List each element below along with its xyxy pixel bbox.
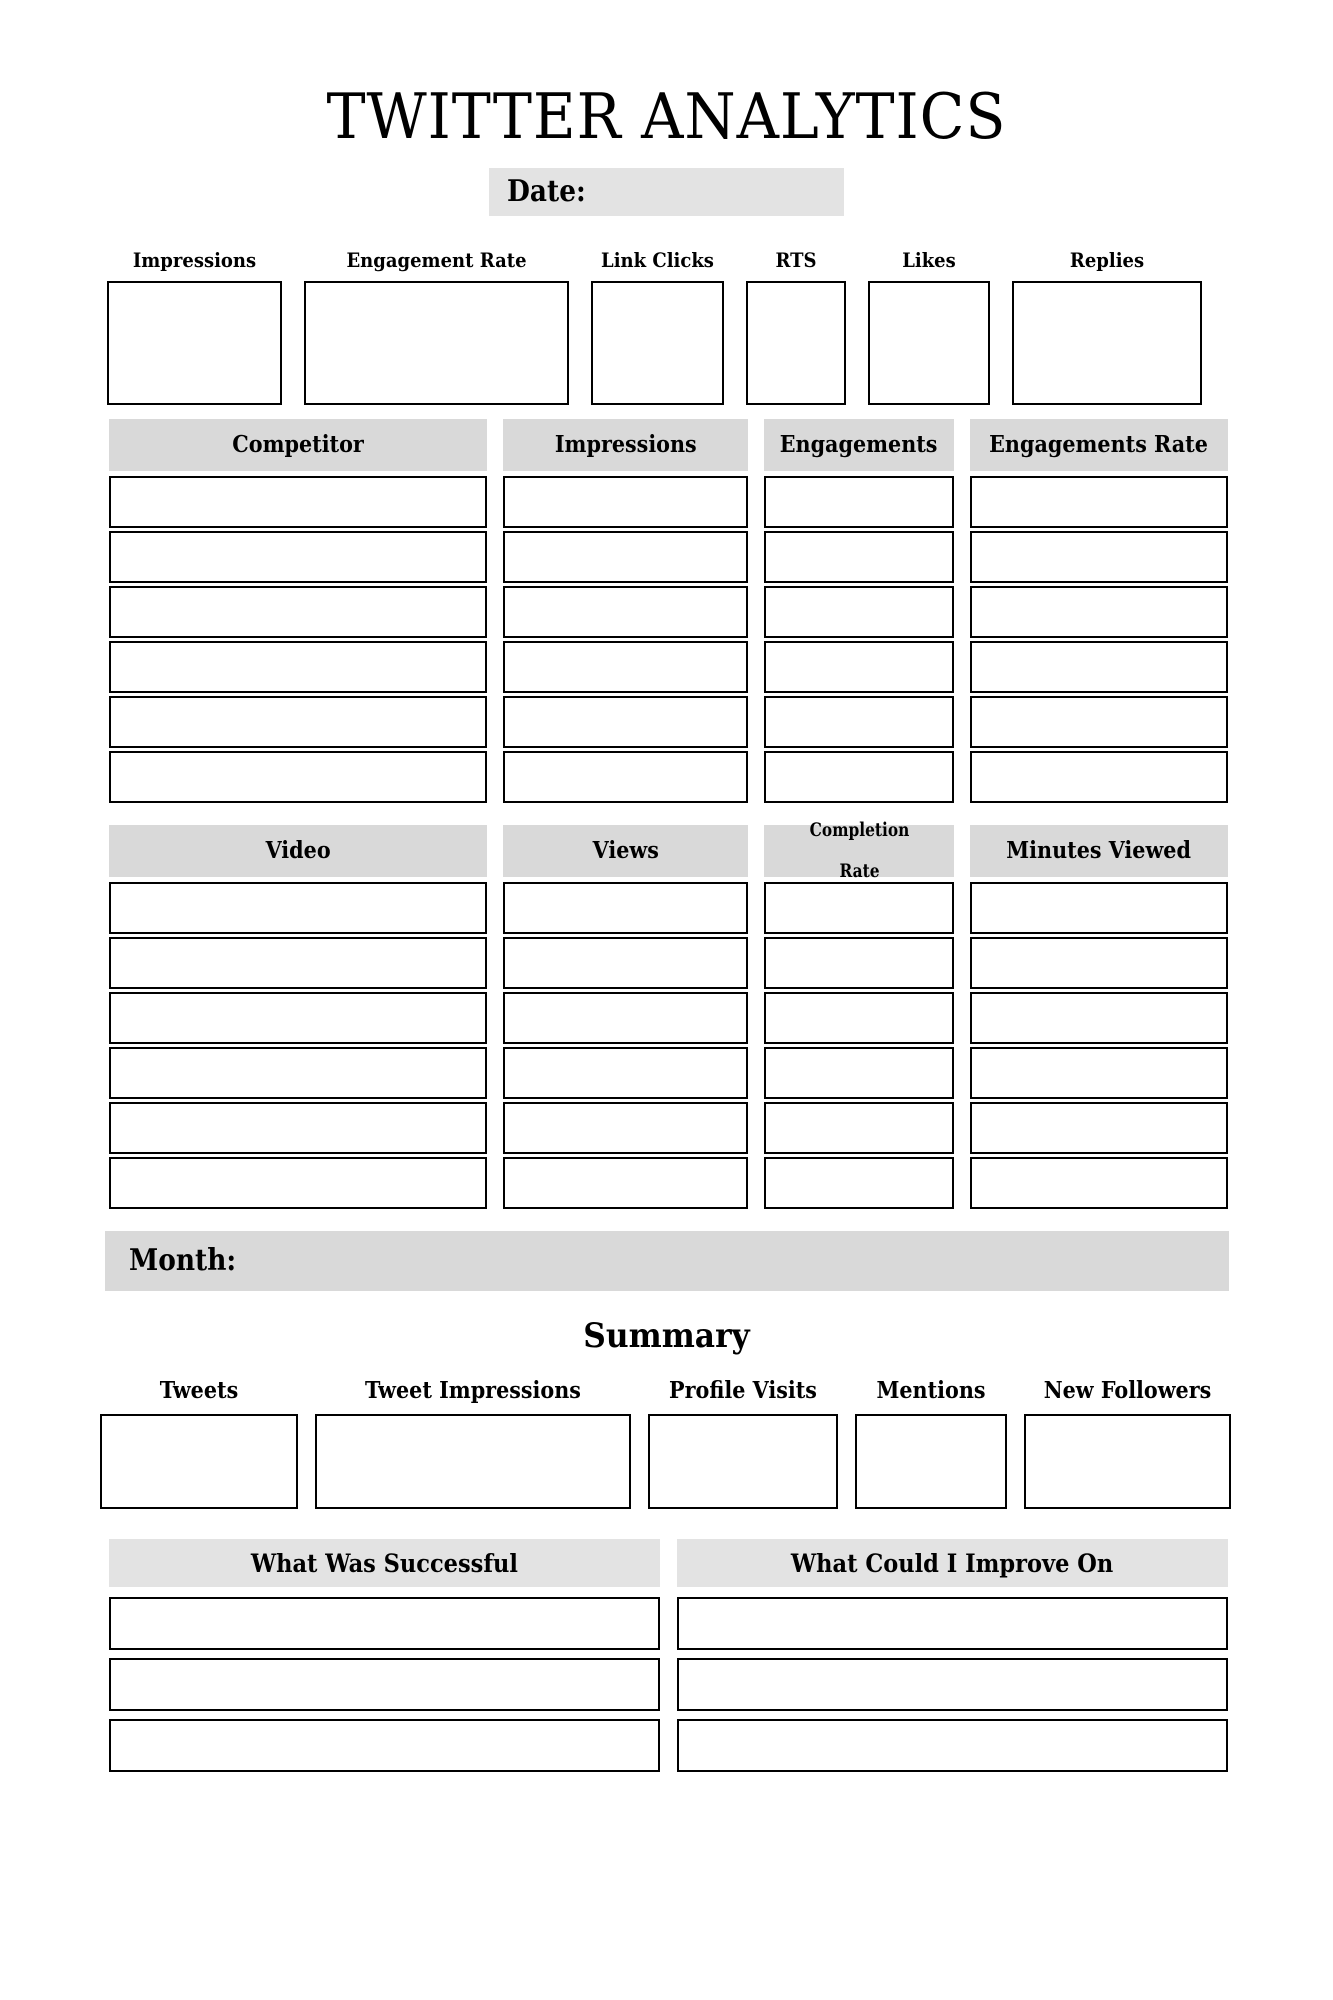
column-header-impressions [503,419,748,471]
video-cell[interactable] [109,1047,487,1099]
engagements-cell[interactable] [764,476,954,528]
video-cell[interactable] [109,937,487,989]
competitor-cell[interactable] [109,751,487,803]
column-header-engagements-rate-text: Engagements Rate [989,431,1209,459]
minutes-viewed-cell[interactable] [970,1102,1228,1154]
metric-link-clicks [591,248,724,405]
impressions-cell[interactable] [503,751,748,803]
competitor-cell[interactable] [109,696,487,748]
video-table [0,819,1333,1209]
video-table-header-row [109,819,1228,883]
column-header-video [109,825,487,877]
column-header-competitor [109,419,487,471]
completion-rate-cell[interactable] [764,1102,954,1154]
summary-input-tweet-impressions[interactable] [315,1414,631,1509]
table-row [109,531,1228,583]
completion-rate-cell[interactable] [764,937,954,989]
summary-metric-tweet-impressions [315,1377,631,1509]
completion-rate-cell[interactable] [764,992,954,1044]
summary-input-tweets[interactable] [100,1414,298,1509]
month-field[interactable] [105,1231,1229,1291]
column-header-competitor-text: Competitor [232,431,364,459]
metric-label-replies: Replies [1069,248,1145,272]
table-row [109,1047,1228,1099]
date-field[interactable] [489,168,844,216]
reflection-improve-heading [677,1539,1228,1587]
metric-likes [868,248,990,405]
summary-metric-profile-visits [648,1377,838,1509]
metric-input-link-clicks[interactable] [591,281,724,405]
reflection-improve-row[interactable] [677,1597,1228,1650]
engagements-rate-cell[interactable] [970,531,1228,583]
summary-label-profile-visits: Profile Visits [669,1377,817,1404]
metric-input-impressions[interactable] [107,281,282,405]
completion-rate-cell[interactable] [764,882,954,934]
reflection-successful-row[interactable] [109,1597,660,1650]
views-cell[interactable] [503,882,748,934]
competitor-cell[interactable] [109,586,487,638]
reflection-successful-heading-text: What Was Successful [250,1548,519,1578]
reflection-improve-row[interactable] [677,1658,1228,1711]
engagements-rate-cell[interactable] [970,696,1228,748]
metric-input-replies[interactable] [1012,281,1202,405]
column-header-completion-rate [764,819,954,883]
month-label: Month: [128,1243,236,1278]
reflection-successful-row[interactable] [109,1719,660,1772]
views-cell[interactable] [503,937,748,989]
minutes-viewed-cell[interactable] [970,882,1228,934]
table-row [109,937,1228,989]
reflection-successful-column [109,1539,660,1772]
competitor-cell[interactable] [109,476,487,528]
reflection-successful-heading [109,1539,660,1587]
summary-input-profile-visits[interactable] [648,1414,838,1509]
metric-label-engagement-rate: Engagement Rate [346,248,527,272]
summary-metric-tweets [100,1377,298,1509]
table-row [109,641,1228,693]
minutes-viewed-cell[interactable] [970,1047,1228,1099]
summary-metric-mentions [855,1377,1007,1509]
impressions-cell[interactable] [503,531,748,583]
summary-input-new-followers[interactable] [1024,1414,1231,1509]
metric-input-likes[interactable] [868,281,990,405]
metric-rts [746,248,846,405]
summary-label-tweet-impressions: Tweet Impressions [365,1377,581,1404]
impressions-cell[interactable] [503,696,748,748]
metric-replies [1012,248,1202,405]
page-title: TWITTER ANALYTICS [326,80,1007,153]
reflection-improve-row[interactable] [677,1719,1228,1772]
engagements-rate-cell[interactable] [970,476,1228,528]
metric-input-rts[interactable] [746,281,846,405]
column-header-minutes-viewed-text: Minutes Viewed [1006,837,1192,865]
table-row [109,1102,1228,1154]
top-metrics-row [0,248,1333,405]
minutes-viewed-cell[interactable] [970,1157,1228,1209]
summary-metric-new-followers [1024,1377,1231,1509]
table-row [109,476,1228,528]
views-cell[interactable] [503,1102,748,1154]
summary-heading: Summary [583,1316,750,1356]
competitor-cell[interactable] [109,641,487,693]
metric-label-impressions: Impressions [132,248,257,272]
impressions-cell[interactable] [503,586,748,638]
engagements-cell[interactable] [764,531,954,583]
column-header-views [503,825,748,877]
engagements-cell[interactable] [764,641,954,693]
engagements-rate-cell[interactable] [970,641,1228,693]
column-header-engagements [764,419,954,471]
completion-rate-cell[interactable] [764,1157,954,1209]
video-cell[interactable] [109,992,487,1044]
video-cell[interactable] [109,882,487,934]
metric-engagement-rate [304,248,569,405]
date-label: Date: [507,174,586,209]
engagements-rate-cell[interactable] [970,586,1228,638]
table-row [109,696,1228,748]
views-cell[interactable] [503,1157,748,1209]
competitor-cell[interactable] [109,531,487,583]
summary-metrics-row [0,1377,1333,1509]
engagements-rate-cell[interactable] [970,751,1228,803]
engagements-cell[interactable] [764,751,954,803]
summary-label-mentions: Mentions [876,1377,986,1404]
table-row [109,882,1228,934]
summary-input-mentions[interactable] [855,1414,1007,1509]
views-cell[interactable] [503,992,748,1044]
engagements-cell[interactable] [764,586,954,638]
competitor-table-header-row [109,419,1228,471]
summary-label-new-followers: New Followers [1043,1377,1212,1404]
completion-rate-cell[interactable] [764,1047,954,1099]
minutes-viewed-cell[interactable] [970,937,1228,989]
reflection-improve-column [677,1539,1228,1772]
minutes-viewed-cell[interactable] [970,992,1228,1044]
completion-line-2: Rate [838,860,879,883]
column-header-views-text: Views [592,837,659,865]
completion-line-1: Completion [809,819,909,842]
column-header-minutes-viewed [970,825,1228,877]
views-cell[interactable] [503,1047,748,1099]
video-cell[interactable] [109,1102,487,1154]
impressions-cell[interactable] [503,641,748,693]
column-header-engagements-text: Engagements [780,431,938,459]
table-row [109,751,1228,803]
column-header-video-text: Video [265,837,331,865]
reflection-improve-heading-text: What Could I Improve On [791,1548,1114,1578]
metric-label-likes: Likes [902,248,956,272]
competitor-table [0,419,1333,803]
video-cell[interactable] [109,1157,487,1209]
metric-label-rts: RTS [775,248,817,272]
table-row [109,586,1228,638]
metric-label-link-clicks: Link Clicks [601,248,714,272]
table-row [109,992,1228,1044]
table-row [109,1157,1228,1209]
impressions-cell[interactable] [503,476,748,528]
engagements-cell[interactable] [764,696,954,748]
column-header-impressions-text: Impressions [554,431,697,459]
summary-label-tweets: Tweets [159,1377,239,1404]
reflection-section [0,1539,1333,1772]
metric-impressions [107,248,282,405]
column-header-engagements-rate [970,419,1228,471]
reflection-successful-row[interactable] [109,1658,660,1711]
column-header-completion-rate-text [804,820,915,882]
metric-input-engagement-rate[interactable] [304,281,569,405]
